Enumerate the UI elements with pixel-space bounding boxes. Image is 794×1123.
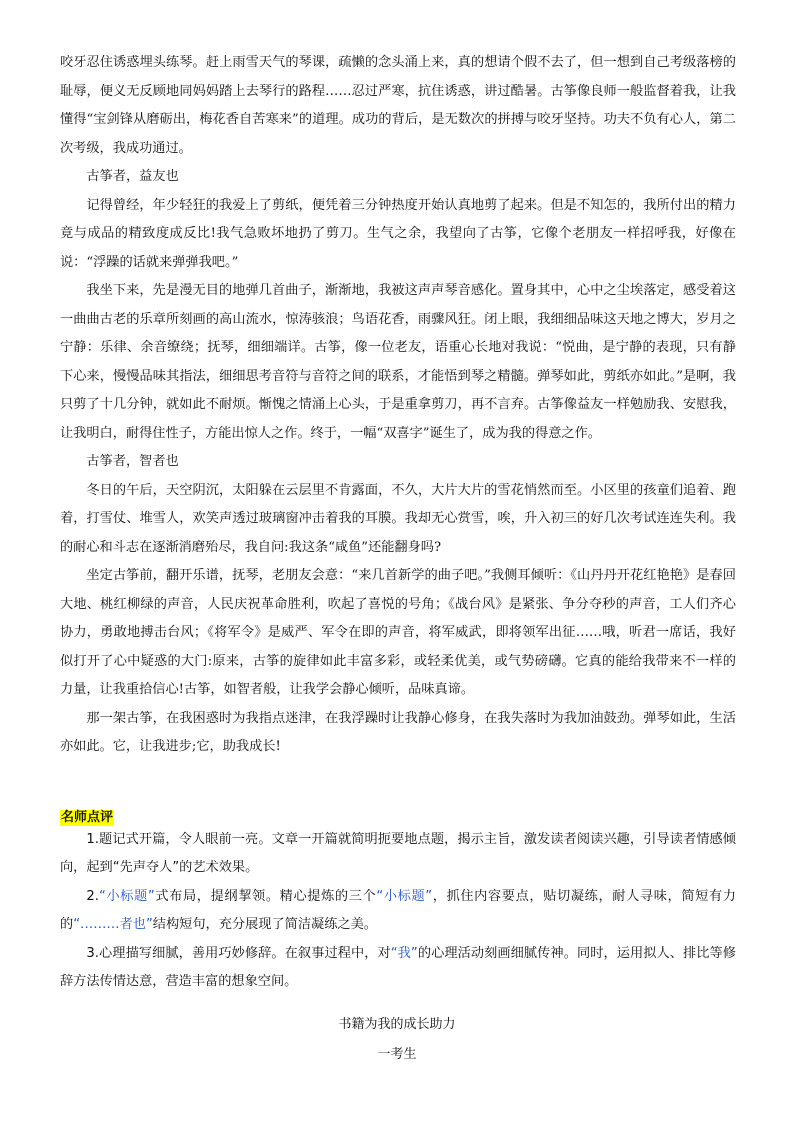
review-point-2-number: 2. <box>86 888 99 904</box>
quote-highlight: “………者也” <box>73 917 153 932</box>
essay-paragraph: 记得曾经，年少轻狂的我爱上了剪纸，便凭着三分钟热度开始认真地剪了起来。但是不知怎的，我所付出的精力竟与成品的精致度成反比!我气急败坏地扔了剪刀。生气之余，我望向了古筝，它像个老朋友一样招呼我，好像在说：“浮躁的话就来弹弹我吧。” <box>60 197 736 270</box>
essay-paragraph: 坐定古筝前，翻开乐谱，抚琴，老朋友会意：“来几首新学的曲子吧。”我侧耳倾听：《山丹丹开花红艳艳》是春回大地、桃红柳绿的声音，人民庆祝革命胜利，吹起了喜悦的号角；《战台风》是紧张、争分夺秒的声音，工人们齐心协力，勇敢地搏击台风；《将军令》是威严、军令在即的声音，将军威武，即将领军出征……哦，听君一席话，我好似打开了心中疑惑的大门:原来，古筝的旋律如此丰富多彩，或轻柔优美，或气势磅礴。它真的能给我带来不一样的力量，让我重拾信心!古筝，如智者般，让我学会静心倾听，品味真谛。 <box>60 568 736 697</box>
review-text: 式布局，提纲挈领。精心提炼的三个 <box>154 888 377 904</box>
review-text: ，抓住内容要点，贴切凝练，耐人寻味，简短有力的 <box>60 888 736 932</box>
essay-paragraph: 我坐下来，先是漫无目的地弹几首曲子，渐渐地，我被这声声琴音感化。置身其中，心中之尘埃落定，感受着这一曲曲古老的乐章所刻画的高山流水，惊涛骇浪；鸟语花香，雨骤风狂。闭上眼，我细细品味这天地之博大，岁月之宁静：乐律、余音缭绕；抚琴，细细端详。古筝，像一位老友，语重心长地对我说：“悦曲，是宁静的表现，只有静下心来，慢慢品味其指法，细细思考音符与音符之间的联系，才能悟到琴之精髓。弹琴如此，剪纸亦如此。”是啊，我只剪了十几分钟，就如此不耐烦。惭愧之情涌上心头，于是重拿剪刀，再不言弃。古筝像益友一样勉励我、安慰我，让我明白，耐得住性子，方能出惊人之作。终于，一幅“双喜字”诞生了，成为我的得意之作。 <box>60 283 736 441</box>
review-text: 3.心理描写细腻，善用巧妙修辞。在叙事过程中，对 <box>86 945 391 961</box>
essay-paragraph: 那一架古筝，在我困惑时为我指点迷津，在我浮躁时让我静心修身，在我失落时为我加油鼓劲。弹琴如此，生活亦如此。它，让我进步;它，助我成长! <box>60 710 736 754</box>
essay-paragraph: 冬日的午后，天空阴沉，太阳躲在云层里不肯露面，不久，大片大片的雪花悄然而至。小区里的孩童们追着、跑着，打雪仗、堆雪人，欢笑声透过玻璃窗冲击着我的耳膜。我却无心赏雪，唉，升入初三的好几次考试连连失利。我的耐心和斗志在逐渐消磨殆尽，我自问:我这条“咸鱼”还能翻身吗? <box>60 482 736 555</box>
review-text: 的心理活动刻画细腻传神。同时，运用拟人、排比等修辞方法传情达意，营造丰富的想象空间。 <box>60 945 736 989</box>
essay-body <box>60 49 736 997</box>
review-point-2 <box>60 883 736 940</box>
review-text: 结构短句，充分展现了简洁凝练之美。 <box>152 917 377 932</box>
quote-highlight: “我” <box>390 945 418 961</box>
review-section <box>60 762 736 997</box>
section-heading: 古筝者，益友也 <box>86 169 179 184</box>
next-essay-author: 一考生 <box>377 1047 417 1062</box>
quote-highlight: “小标题” <box>98 888 155 904</box>
review-point-3 <box>60 940 736 997</box>
review-point-1: 1.题记式开篇，令人眼前一亮。文章一开篇就简明扼要地点题，揭示主旨，激发读者阅读兴趣，引导读者情感倾向，起到“先声夺人”的艺术效果。 <box>60 831 736 875</box>
review-label: 名师点评 <box>61 809 114 825</box>
essay-paragraph: 咬牙忍住诱惑埋头练琴。赶上雨雪天气的琴课，疏懒的念头涌上来，真的想请个假不去了，但一想到自己考级落榜的耻辱，便义无反顾地同妈妈踏上去琴行的路程……忍过严寒，抗住诱惑，讲过酷暑。古筝像良师一般监督着我，让我懂得“宝剑锋从磨砺出，梅花香自苦寒来”的道理。成功的背后，是无数次的拼搏与咬牙坚持。功夫不负有心人，第二次考级，我成功通过。 <box>60 55 736 156</box>
next-essay-title: 书籍为我的成长助力 <box>338 1017 456 1032</box>
section-heading: 古筝者，智者也 <box>86 454 179 469</box>
quote-highlight: “小标题” <box>376 888 433 904</box>
